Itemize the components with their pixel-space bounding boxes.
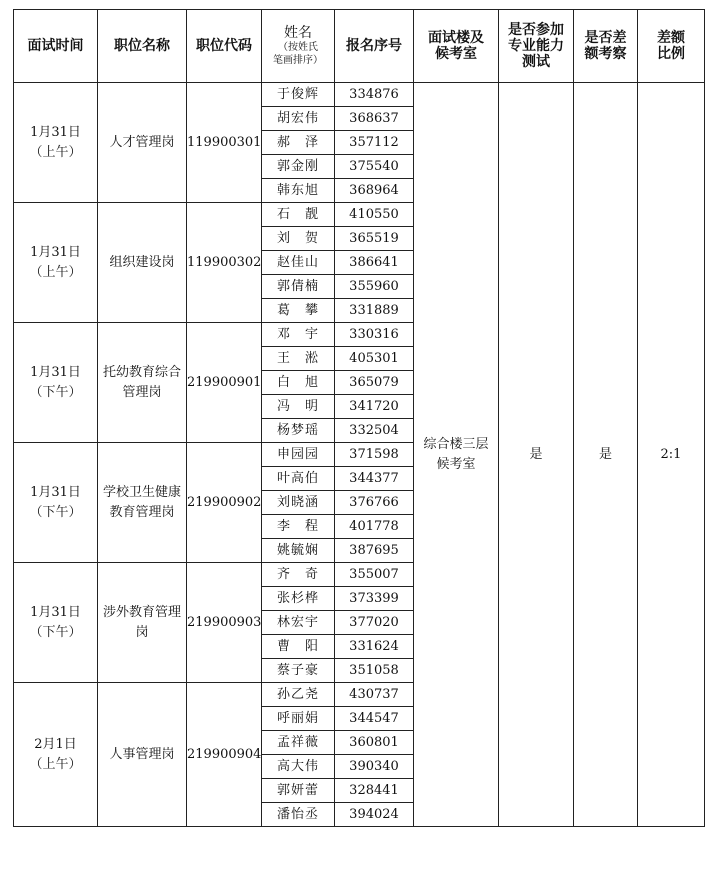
registration-number: 368964 bbox=[335, 179, 414, 203]
candidate-name: 呼丽娟 bbox=[262, 707, 335, 731]
registration-number: 344547 bbox=[335, 707, 414, 731]
post-name-line1: 人事管理岗 bbox=[109, 746, 175, 762]
candidate-name: 郭金刚 bbox=[262, 155, 335, 179]
interview-session: （上午） bbox=[29, 144, 82, 160]
differential-ratio-cell: 2:1 bbox=[638, 83, 705, 827]
post-name-cell bbox=[98, 563, 187, 683]
candidate-name: 叶高伯 bbox=[262, 467, 335, 491]
candidate-name: 白 旭 bbox=[262, 371, 335, 395]
header-ratio bbox=[638, 10, 705, 83]
interview-time-cell bbox=[14, 323, 98, 443]
candidate-name: 张杉桦 bbox=[262, 587, 335, 611]
post-code-cell: 219900903 bbox=[187, 563, 262, 683]
interview-time-cell bbox=[14, 83, 98, 203]
header-ratio-line2: 比例 bbox=[657, 46, 685, 62]
registration-number: 386641 bbox=[335, 251, 414, 275]
header-room-line1: 面试楼及 bbox=[428, 30, 484, 46]
interview-date: 1月31日 bbox=[30, 484, 81, 500]
header-code: 职位代码 bbox=[187, 10, 262, 83]
header-check bbox=[574, 10, 638, 83]
header-test-line3: 测试 bbox=[522, 54, 550, 70]
header-reg: 报名序号 bbox=[335, 10, 414, 83]
candidate-name: 王 淞 bbox=[262, 347, 335, 371]
registration-number: 334876 bbox=[335, 83, 414, 107]
interview-session: （下午） bbox=[29, 384, 82, 400]
registration-number: 405301 bbox=[335, 347, 414, 371]
header-room bbox=[414, 10, 499, 83]
header-name-sub2: 笔画排序） bbox=[273, 55, 323, 66]
interview-date: 1月31日 bbox=[30, 364, 81, 380]
post-code-cell: 119900301 bbox=[187, 83, 262, 203]
interview-time-cell bbox=[14, 563, 98, 683]
registration-number: 376766 bbox=[335, 491, 414, 515]
registration-number: 373399 bbox=[335, 587, 414, 611]
interview-session: （上午） bbox=[29, 756, 82, 772]
post-name-cell bbox=[98, 203, 187, 323]
registration-number: 377020 bbox=[335, 611, 414, 635]
registration-number: 390340 bbox=[335, 755, 414, 779]
registration-number: 355960 bbox=[335, 275, 414, 299]
candidate-name: 孟祥薇 bbox=[262, 731, 335, 755]
candidate-name: 李 程 bbox=[262, 515, 335, 539]
registration-number: 351058 bbox=[335, 659, 414, 683]
candidate-name: 胡宏伟 bbox=[262, 107, 335, 131]
interview-date: 1月31日 bbox=[30, 244, 81, 260]
interview-date: 1月31日 bbox=[30, 604, 81, 620]
candidate-name: 邓 宇 bbox=[262, 323, 335, 347]
candidate-name: 石 靓 bbox=[262, 203, 335, 227]
post-name-line1: 托幼教育综合 bbox=[102, 364, 181, 380]
interview-schedule-table bbox=[13, 9, 705, 827]
table-row bbox=[14, 83, 705, 107]
registration-number: 330316 bbox=[335, 323, 414, 347]
registration-number: 331624 bbox=[335, 635, 414, 659]
post-code-cell: 219900902 bbox=[187, 443, 262, 563]
candidate-name: 刘晓涵 bbox=[262, 491, 335, 515]
interview-time-cell bbox=[14, 203, 98, 323]
registration-number: 332504 bbox=[335, 419, 414, 443]
post-name-cell bbox=[98, 83, 187, 203]
interview-room-line1: 综合楼三层 bbox=[423, 436, 489, 452]
candidate-name: 郝 泽 bbox=[262, 131, 335, 155]
candidate-name: 齐 奇 bbox=[262, 563, 335, 587]
header-test bbox=[499, 10, 574, 83]
professional-test-cell: 是 bbox=[499, 83, 574, 827]
post-name-line1: 学校卫生健康 bbox=[102, 484, 181, 500]
registration-number: 394024 bbox=[335, 803, 414, 827]
candidate-name: 曹 阳 bbox=[262, 635, 335, 659]
post-code-cell: 119900302 bbox=[187, 203, 262, 323]
header-check-line2: 额考察 bbox=[584, 46, 627, 62]
candidate-name: 潘怡丞 bbox=[262, 803, 335, 827]
candidate-name: 冯 明 bbox=[262, 395, 335, 419]
header-room-line2: 候考室 bbox=[435, 46, 477, 62]
registration-number: 341720 bbox=[335, 395, 414, 419]
candidate-name: 郭倩楠 bbox=[262, 275, 335, 299]
registration-number: 355007 bbox=[335, 563, 414, 587]
header-name-sub1: （按姓氏 bbox=[278, 42, 318, 53]
registration-number: 344377 bbox=[335, 467, 414, 491]
registration-number: 387695 bbox=[335, 539, 414, 563]
candidate-name: 韩东旭 bbox=[262, 179, 335, 203]
interview-time-cell bbox=[14, 683, 98, 827]
post-name-line2: 管理岗 bbox=[122, 384, 162, 400]
header-post: 职位名称 bbox=[98, 10, 187, 83]
post-name-line1: 涉外教育管理 bbox=[102, 604, 181, 620]
post-name-line1: 人才管理岗 bbox=[109, 134, 175, 150]
registration-number: 410550 bbox=[335, 203, 414, 227]
registration-number: 371598 bbox=[335, 443, 414, 467]
interview-session: （上午） bbox=[29, 264, 82, 280]
registration-number: 375540 bbox=[335, 155, 414, 179]
interview-room-cell bbox=[414, 83, 499, 827]
header-time: 面试时间 bbox=[14, 10, 98, 83]
post-code-cell: 219900901 bbox=[187, 323, 262, 443]
candidate-name: 杨梦瑶 bbox=[262, 419, 335, 443]
interview-session: （下午） bbox=[29, 624, 82, 640]
interview-date: 1月31日 bbox=[30, 124, 81, 140]
candidate-name: 赵佳山 bbox=[262, 251, 335, 275]
header-test-line1: 是否参加 bbox=[508, 22, 564, 38]
post-name-cell bbox=[98, 323, 187, 443]
schedule-body bbox=[14, 83, 705, 827]
candidate-name: 姚毓娴 bbox=[262, 539, 335, 563]
differential-check-cell: 是 bbox=[574, 83, 638, 827]
candidate-name: 刘 贺 bbox=[262, 227, 335, 251]
post-name-cell bbox=[98, 443, 187, 563]
candidate-name: 于俊辉 bbox=[262, 83, 335, 107]
header-check-line1: 是否差 bbox=[584, 30, 627, 46]
registration-number: 328441 bbox=[335, 779, 414, 803]
registration-number: 430737 bbox=[335, 683, 414, 707]
candidate-name: 申园园 bbox=[262, 443, 335, 467]
post-name-cell bbox=[98, 683, 187, 827]
interview-date: 2月1日 bbox=[34, 736, 77, 752]
candidate-name: 葛 攀 bbox=[262, 299, 335, 323]
post-name-line2: 岗 bbox=[135, 624, 149, 640]
registration-number: 365079 bbox=[335, 371, 414, 395]
header-test-line2: 专业能力 bbox=[508, 38, 564, 54]
post-code-cell: 219900904 bbox=[187, 683, 262, 827]
registration-number: 365519 bbox=[335, 227, 414, 251]
interview-time-cell bbox=[14, 443, 98, 563]
header-ratio-line1: 差额 bbox=[657, 30, 685, 46]
interview-room-line2: 候考室 bbox=[436, 456, 476, 472]
interview-session: （下午） bbox=[29, 504, 82, 520]
registration-number: 331889 bbox=[335, 299, 414, 323]
post-name-line2: 教育管理岗 bbox=[109, 504, 175, 520]
header-name-main: 姓名 bbox=[284, 25, 312, 41]
candidate-name: 林宏宇 bbox=[262, 611, 335, 635]
registration-number: 401778 bbox=[335, 515, 414, 539]
registration-number: 357112 bbox=[335, 131, 414, 155]
header-name bbox=[262, 10, 335, 83]
registration-number: 360801 bbox=[335, 731, 414, 755]
candidate-name: 郭妍蕾 bbox=[262, 779, 335, 803]
registration-number: 368637 bbox=[335, 107, 414, 131]
candidate-name: 孙乙尧 bbox=[262, 683, 335, 707]
post-name-line1: 组织建设岗 bbox=[109, 254, 175, 270]
candidate-name: 高大伟 bbox=[262, 755, 335, 779]
header-row bbox=[14, 10, 705, 83]
candidate-name: 蔡子豪 bbox=[262, 659, 335, 683]
